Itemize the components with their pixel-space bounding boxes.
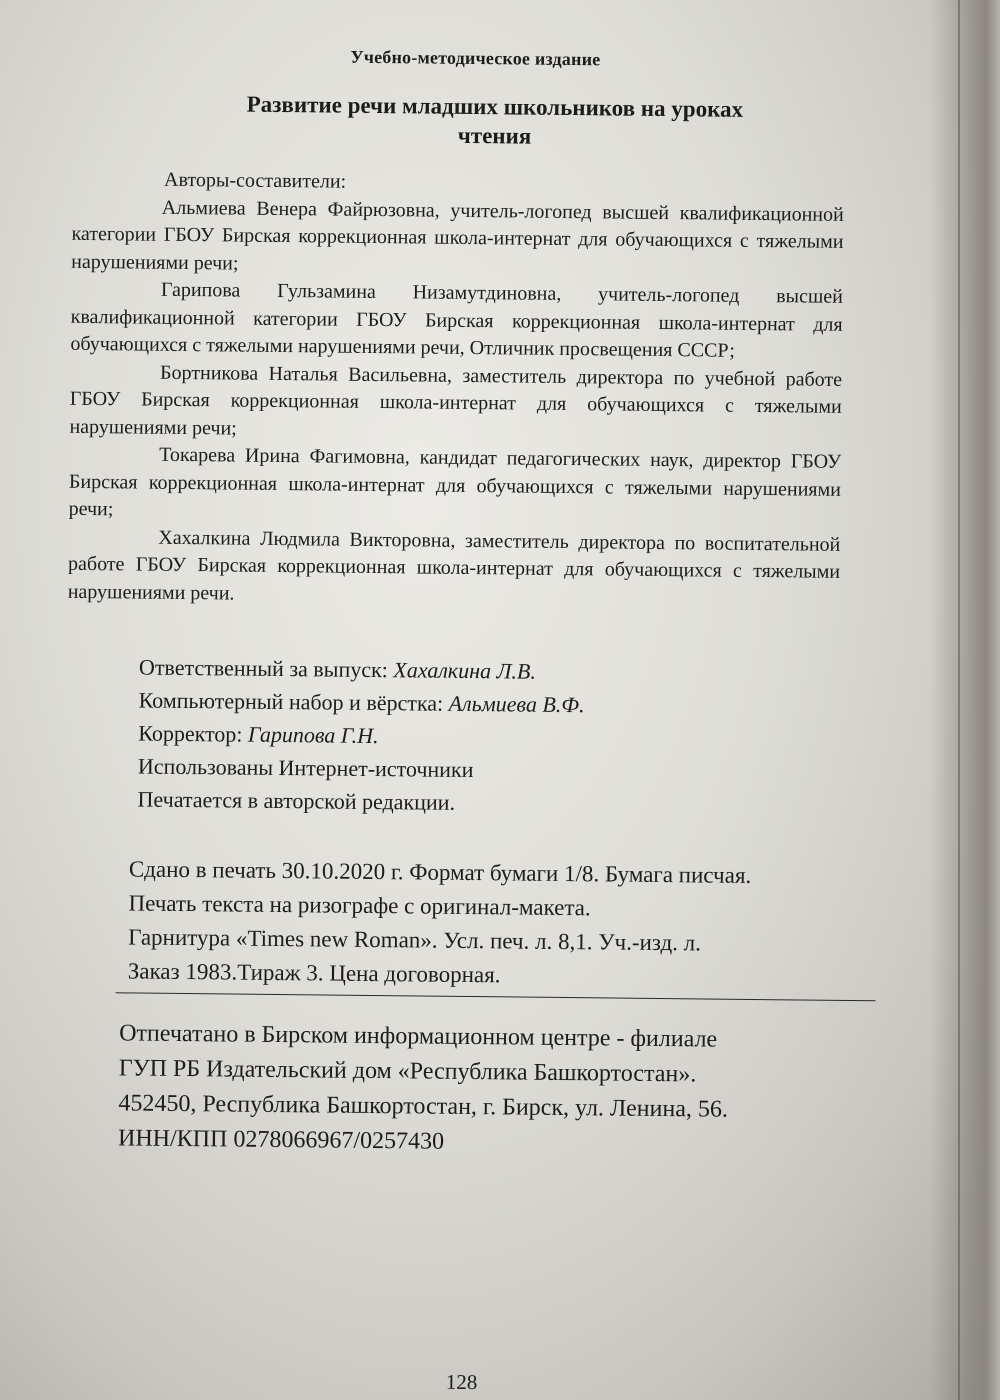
book-spine-shadow (930, 0, 1000, 1400)
author-entry: Гарипова Гульзамина Низамутдиновна, учитель-логопед высшей квалификационной категории ГБОУ Бирская коррекционная школа-интернат для обучающихся с тяжелыми нарушениями речи, Отличник просвещения СССР; (70, 278, 844, 362)
book-title (174, 89, 815, 154)
author-entry: Бортникова Наталья Васильевна, заместитель директора по учебной работе ГБОУ Бирская коррекционная школа-интернат для обучающихся с тяжелыми нарушениями речи; (69, 361, 843, 440)
print-info-line: Печать текста на ризографе с оригинал-макета. (128, 890, 591, 921)
responsible-value: Хахалкина Л.В. (393, 657, 537, 684)
print-info-line: Гарнитура «Times new Roman». Усл. печ. л. 8,1. Уч.-изд. л. (128, 924, 702, 956)
layout-value: Альмиева В.Ф. (448, 690, 585, 718)
layout-label: Компьютерный набор и вёрстка: (138, 687, 444, 716)
printer-info-block (118, 1016, 879, 1164)
printer-info-line: ИНН/КПП 0278066967/0257430 (117, 1125, 445, 1155)
print-info-line: Сдано в печать 30.10.2020 г. Формат бумаги 1/8. Бумага писчая. (128, 856, 752, 888)
author-entry: Хахалкина Людмила Викторовна, заместитель директора по воспитательной работе ГБОУ Бирская коррекционная школа-интернат для обучающихся с тяжелыми нарушениями речи. (67, 526, 841, 605)
page-edge (958, 0, 960, 1400)
title-line-2: чтения (457, 122, 532, 149)
edition-label: Учебно-методическое издание (350, 46, 601, 70)
imprint-page (31, 26, 905, 1395)
authors-heading: Авторы-составители: (163, 168, 347, 193)
credits-block (137, 651, 839, 823)
author-entry: Токарева Ирина Фагимовна, кандидат педагогических наук, директор ГБОУ Бирская коррекционная школа-интернат для обучающихся с тяжелыми нарушениями речи; (68, 443, 842, 521)
printer-info-line: 452450, Республика Башкортостан, г. Бирск, ул. Ленина, 56. (118, 1090, 729, 1123)
page-number: 128 (445, 1369, 478, 1395)
print-info-line: Заказ 1983.Тираж 3. Цена договорная. (127, 958, 501, 988)
sources-note: Использованы Интернет-источники (137, 753, 474, 783)
print-info-block (128, 852, 889, 996)
printer-info-line: ГУП РБ Издательский дом «Республика Башкортостан». (118, 1055, 697, 1088)
corrector-value: Гарипова Г.Н. (247, 721, 379, 749)
corrector-label: Корректор: (138, 720, 243, 747)
authors-block (68, 166, 845, 614)
title-line-1: Развитие речи младших школьников на уроках (246, 91, 744, 122)
responsible-label: Ответственный за выпуск: (138, 654, 388, 683)
edition-note: Печатается в авторской редакции. (137, 786, 456, 815)
printer-info-line: Отпечатано в Бирском информационном центре - филиале (119, 1020, 718, 1053)
author-entry: Альмиева Венера Файрюзовна, учитель-логопед высшей квалификационной категории ГБОУ Бирская коррекционная школа-интернат для обучающихся с тяжелыми нарушениями речи; (71, 196, 844, 275)
